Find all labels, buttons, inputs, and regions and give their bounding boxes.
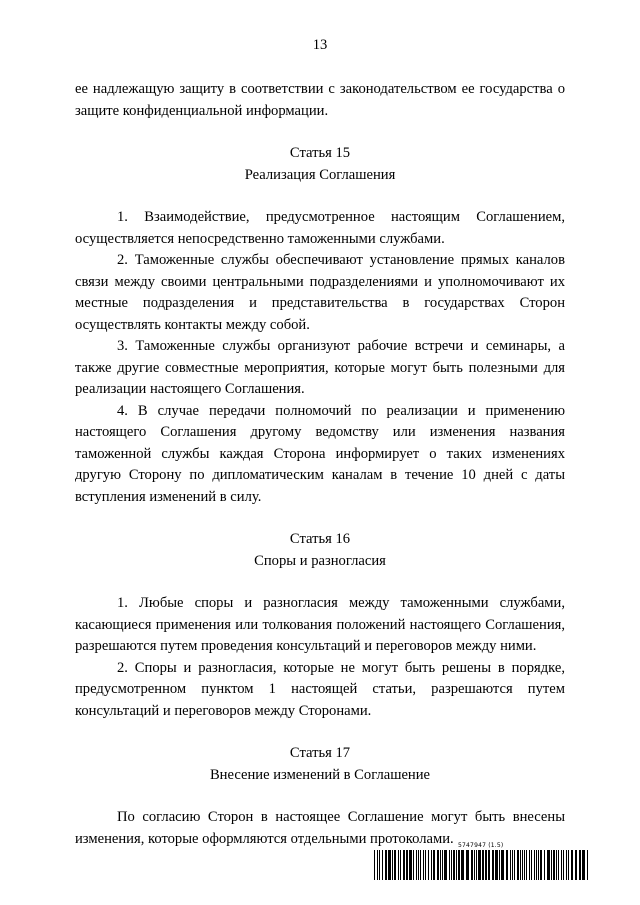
article-number: Статья 16 <box>289 531 351 547</box>
page-number: 13 <box>312 37 328 53</box>
article-title: Реализация Соглашения <box>244 166 396 183</box>
article-17 <box>75 743 565 786</box>
article-number: Статья 15 <box>289 145 351 161</box>
article-paragraph: 2. Споры и разногласия, которые не могут быть решены в порядке, предусмотренном пунктом 1 настоящей статьи, разрешаются путем консультаций и переговоров между Сторонами. <box>75 659 565 719</box>
document-body <box>75 79 565 850</box>
article-title: Споры и разногласия <box>254 552 386 569</box>
article-paragraph: 2. Таможенные службы обеспечивают установление прямых каналов связи между своими центральными подразделениями и уполномочивают их местные подразделения и представительства в государствах Сторон осуществлять контакты между собой. <box>75 252 565 333</box>
article-paragraph: 4. В случае передачи полномочий по реализации и применению настоящего Соглашения другому ведомству или изменения названия таможенной службы каждая Сторона информирует о таких изменениях другую Сторону по дипломатическим каналам в течение 10 дней с даты вступления изменений в силу. <box>75 402 565 505</box>
article-16 <box>75 529 565 572</box>
barcode-caption: 5747947 (1.5) <box>458 842 504 849</box>
article-paragraph: По согласию Сторон в настоящее Соглашение могут быть внесены изменения, которые оформляются отдельными протоколами. <box>75 809 565 847</box>
article-paragraph: 1. Любые споры и разногласия между таможенными службами, касающиеся применения или толкования положений настоящего Соглашения, разрешаются путем проведения консультаций и переговоров между ними. <box>75 595 565 654</box>
intro-paragraph: ее надлежащую защиту в соответствии с законодательством ее государства о защите конфиденциальной информации. <box>75 81 565 119</box>
article-paragraph: 3. Таможенные службы организуют рабочие встречи и семинары, а также другие совместные мероприятия, которые могут быть полезными для реализации настоящего Соглашения. <box>75 338 565 397</box>
article-15 <box>75 143 565 186</box>
article-title: Внесение изменений в Соглашение <box>209 766 431 783</box>
article-paragraph: 1. Взаимодействие, предусмотренное настоящим Соглашением, осуществляется непосредственно таможенными службами. <box>75 209 565 247</box>
barcode-block <box>374 842 591 882</box>
article-number: Статья 17 <box>289 745 351 761</box>
barcode-icon <box>374 850 591 880</box>
